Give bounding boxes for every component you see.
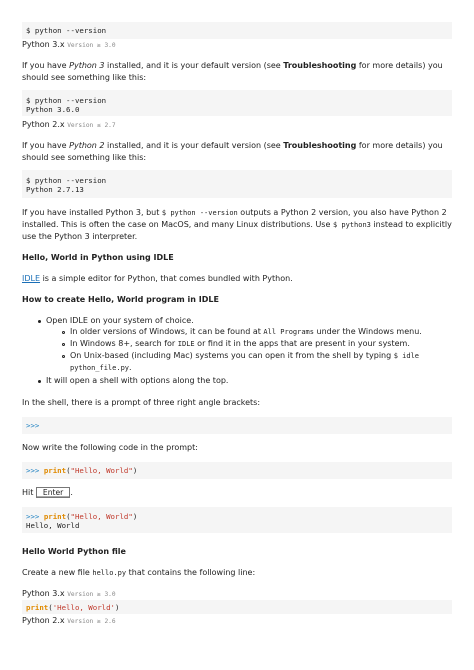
- inline-code: $ python --version: [161, 209, 238, 217]
- bullet: [62, 355, 65, 358]
- list-item: In Windows 8+, search for IDLE or find it in the apps that are present in your system.: [70, 339, 410, 348]
- bullet: [38, 380, 41, 383]
- code-block-print-output: >>> print("Hello, World") Hello, World: [22, 507, 452, 533]
- paragraph-python3-note: If you have installed Python 3, but $ python --version outputs a Python 2 version, you also have Python 2 installed. This is often the case on MacOS, and many Linux distributions. Use $ python3 instead to explicitly use the Python 3 interpreter.: [22, 208, 452, 241]
- paragraph-python2: If you have Python 2 installed, and it is your default version (see Troubleshooting for more details) you should see something like this:: [22, 141, 443, 162]
- paragraph: Now write the following code in the prompt:: [22, 443, 198, 452]
- inline-code: hello.py: [92, 569, 127, 577]
- version-label-py3: Python 3.x Version ≥ 3.0: [22, 589, 116, 598]
- version-label-py2: Python 2.x Version ≤ 2.7: [22, 120, 116, 129]
- list-item: In older versions of Windows, it can be found at All Programs under the Windows menu.: [70, 327, 422, 336]
- code-block-version-cmd: [22, 22, 452, 39]
- idle-link[interactable]: IDLE: [22, 274, 41, 283]
- section-heading: Hello World Python file: [22, 547, 126, 556]
- code-block-py3-output: $ python --version Python 3.6.0: [22, 90, 452, 116]
- code-line: $ python --version: [26, 26, 107, 35]
- code-block-hello-file: print('Hello, World'): [22, 600, 452, 614]
- paragraph-python3: If you have Python 3 installed, and it is your default version (see Troubleshooting for more details) you should see something like this:: [22, 61, 443, 82]
- bullet: [38, 320, 41, 323]
- list-item: Open IDLE on your system of choice.: [46, 316, 194, 325]
- enter-key: Enter: [36, 487, 70, 498]
- bullet: [62, 331, 65, 334]
- paragraph: Create a new file hello.py that contains the following line:: [22, 568, 256, 577]
- paragraph: In the shell, there is a prompt of three right angle brackets:: [22, 398, 261, 407]
- code-block-print: >>> print("Hello, World"): [22, 462, 452, 479]
- bullet: [62, 343, 65, 346]
- version-label-py3: Python 3.x Version ≥ 3.0: [22, 40, 116, 49]
- section-heading: How to create Hello, World program in IDLE: [22, 295, 219, 304]
- inline-code: $ python3: [332, 221, 371, 229]
- list-item: On Unix-based (including Mac) systems you can open it from the shell by typing $ idle python_file.py.: [70, 351, 420, 372]
- section-heading: Hello, World in Python using IDLE: [22, 253, 174, 262]
- list-item: It will open a shell with options along the top.: [46, 376, 229, 385]
- code-block-prompt: >>>: [22, 417, 452, 434]
- paragraph-hit-enter: Hit Enter .: [22, 488, 73, 497]
- version-label-py2: Python 2.x Version ≥ 2.6: [22, 616, 116, 625]
- version-tag: Version ≥ 3.0: [67, 42, 116, 49]
- version-tag: Version ≥ 3.0: [67, 591, 116, 598]
- code-block-py2-output: $ python --version Python 2.7.13: [22, 170, 452, 198]
- version-tag: Version ≤ 2.7: [67, 122, 116, 129]
- version-tag: Version ≥ 2.6: [67, 618, 116, 625]
- paragraph-idle: IDLE is a simple editor for Python, that comes bundled with Python.: [22, 274, 293, 283]
